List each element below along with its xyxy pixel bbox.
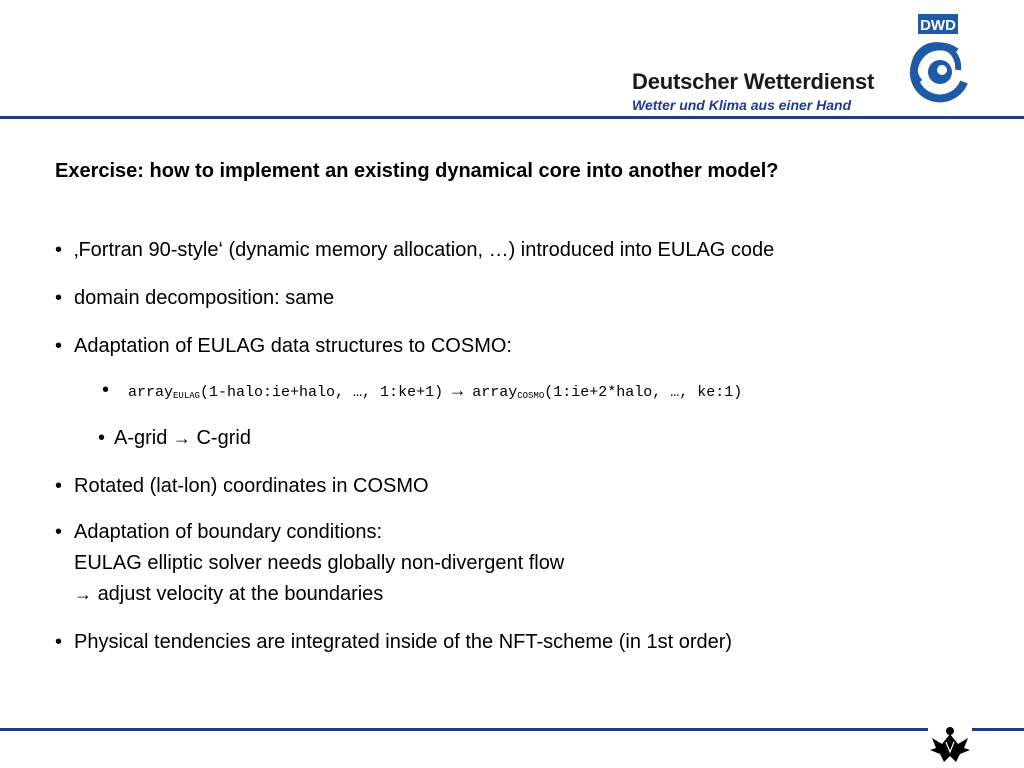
bullet-dot: •	[102, 379, 110, 401]
brand-tagline: Wetter und Klima aus einer Hand	[632, 97, 852, 113]
sub-bullet-grid: • A-grid → C-grid	[114, 423, 251, 454]
bullet-dot: •	[98, 427, 106, 449]
sub-bullet-array-mapping: • array$_{EULAG}$(1-halo:ie+halo, …, 1:ke+1) → array$_{COSMO}$(1:ie+2*halo, …, ke:1)	[128, 375, 742, 412]
arrow-right-icon: →	[448, 380, 467, 400]
bullet-dot: •	[55, 239, 63, 261]
bullet-dot: •	[55, 631, 63, 653]
arrow-right-icon: →	[172, 428, 191, 448]
bullet-dot: •	[55, 287, 63, 309]
slide-title: Exercise: how to implement an existing dynamical core into another model?	[55, 160, 779, 182]
bullet-rotated-coordinates: • Rotated (lat-lon) coordinates in COSMO	[74, 471, 429, 502]
footer-rule	[0, 728, 1024, 731]
bullet-boundary-conditions: • Adaptation of boundary conditions: EULAG elliptic solver needs globally non-divergent flow → adjust velocity at the boundaries	[74, 517, 564, 610]
brand-block	[632, 70, 892, 113]
brand-name: Deutscher Wetterdienst	[632, 69, 875, 94]
dwd-logo-icon	[898, 12, 978, 108]
bullet-physical-tendencies: • Physical tendencies are integrated inside of the NFT-scheme (in 1st order)	[74, 627, 732, 658]
bullet-domain-decomposition: • domain decomposition: same	[74, 283, 334, 314]
bullet-dot: •	[55, 335, 63, 357]
bullet-dot: •	[55, 475, 63, 497]
bullet-dot: •	[55, 521, 63, 543]
arrow-right-icon: →	[74, 584, 92, 604]
federal-eagle-icon	[928, 722, 972, 766]
bullet-data-structures: • Adaptation of EULAG data structures to COSMO:	[74, 331, 512, 362]
header-rule	[0, 116, 1024, 119]
bullet-fortran: • ‚Fortran 90-style‘ (dynamic memory allocation, …) introduced into EULAG code	[74, 235, 774, 266]
logo-text: DWD	[920, 17, 956, 34]
